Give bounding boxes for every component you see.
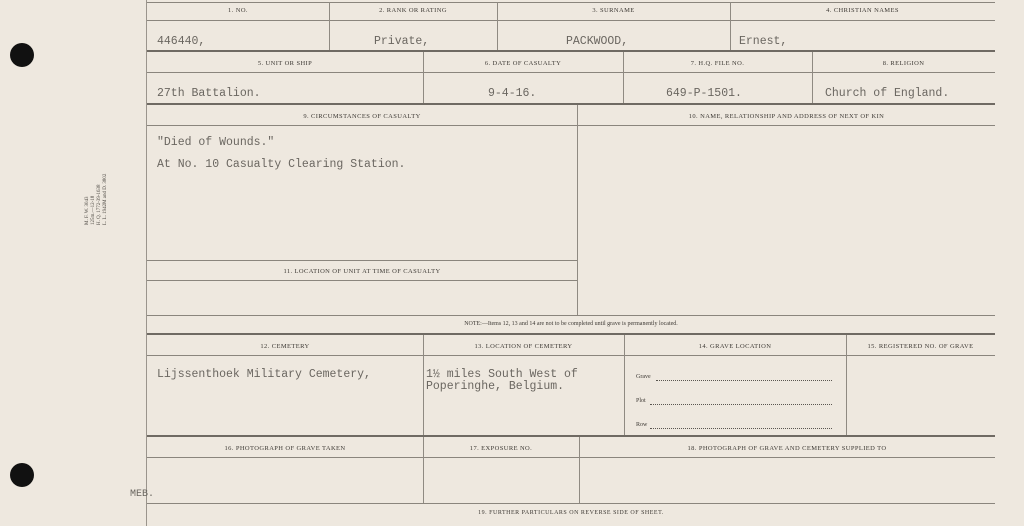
rule	[147, 355, 995, 356]
label-surname: 3. SURNAME	[592, 7, 635, 14]
rule	[147, 435, 995, 437]
punch-hole-bottom	[10, 463, 34, 487]
surname: PACKWOOD,	[566, 35, 629, 48]
divider	[423, 437, 424, 503]
circumstances-line-1: "Died of Wounds."	[157, 136, 275, 149]
grave-field-label: Grave	[636, 374, 651, 380]
divider	[623, 52, 624, 103]
hq-file-number: 649-P-1501.	[666, 87, 742, 100]
row-field-label: Row	[636, 422, 648, 428]
side-print-line: M. F. W. 3043	[85, 196, 90, 225]
label-date: 6. DATE OF CASUALTY	[484, 60, 562, 67]
divider	[423, 52, 424, 103]
label-christian-names: 4. CHRISTIAN NAMES	[826, 7, 899, 14]
margin-code: MEB.	[130, 489, 155, 500]
label-cemetery-location: 13. LOCATION OF CEMETERY	[474, 343, 573, 350]
label-religion: 8. RELIGION	[882, 60, 925, 67]
label-photograph-supplied: 18. PHOTOGRAPH OF GRAVE AND CEMETERY SUPPLIED TO	[687, 445, 887, 452]
label-circumstances: 9. CIRCUMSTANCES OF CASUALTY	[303, 113, 421, 120]
side-print-line: L. L. 1942M and D. 3802	[103, 173, 108, 225]
rule	[147, 125, 995, 126]
label-exposure-no: 17. EXPOSURE NO.	[469, 445, 533, 452]
label-rank: 2. RANK OR RATING	[379, 7, 447, 14]
divider	[730, 2, 731, 50]
rule	[147, 333, 995, 335]
rule	[147, 503, 995, 504]
label-cemetery: 12. CEMETERY	[260, 343, 310, 350]
label-unit-location: 11. LOCATION OF UNIT AT TIME OF CASUALTY	[283, 268, 441, 275]
grave-dotted-line	[656, 380, 832, 381]
label-next-of-kin: 10. NAME, RELATIONSHIP AND ADDRESS OF NEXT OF KIN	[688, 113, 885, 120]
divider	[577, 105, 578, 315]
rule	[147, 280, 577, 281]
label-registered-no: 15. REGISTERED NO. OF GRAVE	[867, 343, 974, 350]
label-number: 1. NO.	[228, 7, 248, 14]
divider	[846, 335, 847, 435]
circumstances-line-2: At No. 10 Casualty Clearing Station.	[157, 158, 406, 171]
label-photograph-taken: 16. PHOTOGRAPH OF GRAVE TAKEN	[224, 445, 346, 452]
cemetery-location-line-2: Poperinghe, Belgium.	[426, 380, 565, 393]
christian-names: Ernest,	[739, 35, 788, 48]
side-print-line: H. Q. 1772-39-1638	[97, 184, 102, 225]
divider	[423, 335, 424, 435]
service-number: 446440,	[157, 35, 206, 48]
plot-field-label: Plot	[636, 398, 646, 404]
footer-note: 19. FURTHER PARTICULARS ON REVERSE SIDE OF SHEET.	[478, 510, 664, 516]
rule	[147, 2, 995, 3]
side-print	[85, 155, 109, 225]
note: NOTE:—Items 12, 13 and 14 are not to be completed until grave is permanently located.	[464, 321, 678, 327]
rank: Private,	[374, 35, 430, 48]
row-dotted-line	[650, 428, 832, 429]
label-file-no: 7. H.Q. FILE NO.	[690, 60, 745, 67]
cemetery-name: Lijssenthoek Military Cemetery,	[157, 368, 371, 381]
divider	[497, 2, 498, 50]
rule	[147, 103, 995, 105]
rule	[147, 50, 995, 52]
punch-hole-top	[10, 43, 34, 67]
rule	[147, 20, 995, 21]
rule	[147, 72, 995, 73]
cemetery-location-line-1: 1½ miles South West of	[426, 368, 578, 381]
divider	[329, 2, 330, 50]
divider	[579, 437, 580, 503]
rule	[147, 457, 995, 458]
divider	[812, 52, 813, 103]
rule	[147, 315, 995, 316]
label-unit: 5. UNIT OR SHIP	[257, 60, 313, 67]
plot-dotted-line	[650, 404, 832, 405]
date-of-casualty: 9-4-16.	[488, 87, 537, 100]
divider	[624, 335, 625, 435]
label-grave-location: 14. GRAVE LOCATION	[698, 343, 772, 350]
rule	[147, 260, 577, 261]
side-print-line: 125m.—12-18	[91, 195, 96, 225]
unit: 27th Battalion.	[157, 87, 261, 100]
religion: Church of England.	[825, 87, 950, 100]
